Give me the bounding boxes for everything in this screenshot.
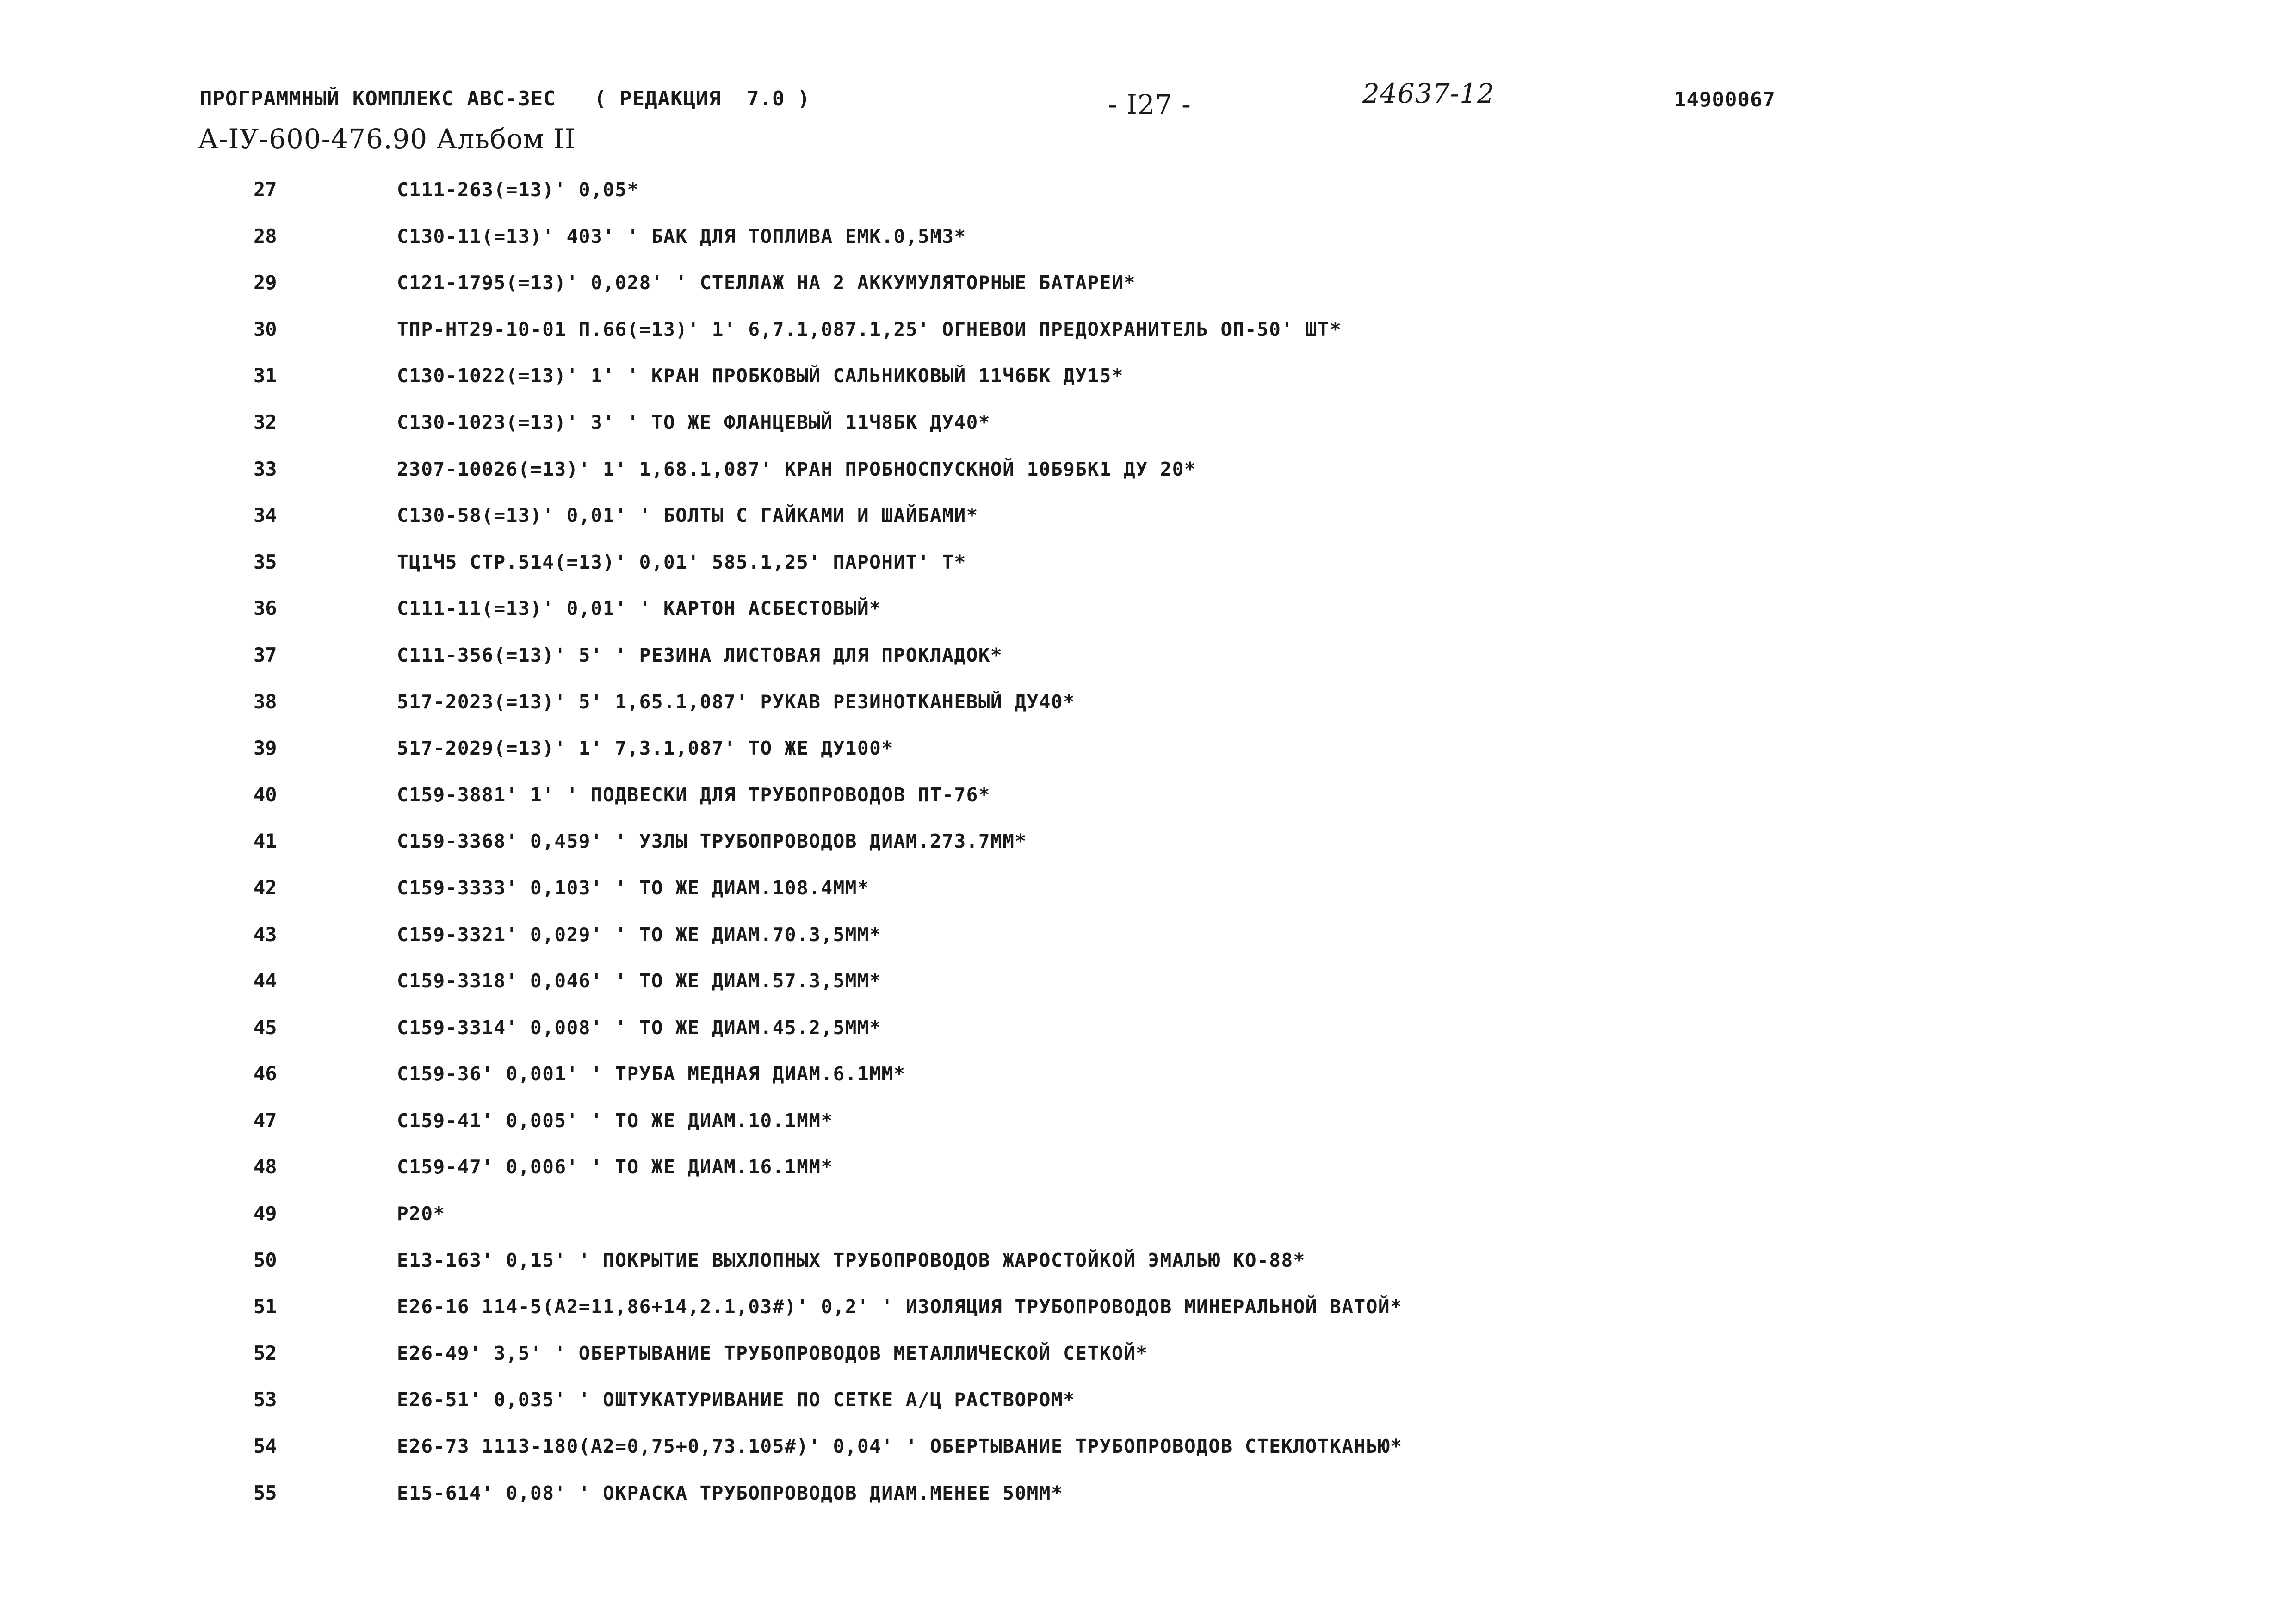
album-title: А-IУ-600-476.90 Альбом II [198,123,576,155]
program-header: ПРОГРАММНЫЙ КОМПЛЕКС АВС-3ЕС ( РЕДАКЦИЯ 7.0 ) [200,87,811,111]
line-number: 39 [254,737,277,760]
line-text: С130-11(=13)' 403' ' БАК ДЛЯ ТОПЛИВА ЕМК.0,5М3* [397,225,966,248]
line-text: Е26-49' 3,5' ' ОБЕРТЫВАНИЕ ТРУБОПРОВОДОВ МЕТАЛЛИЧЕСКОЙ СЕТКОЙ* [397,1342,1148,1364]
line-number: 41 [254,830,277,853]
line-number: 45 [254,1016,277,1039]
line-text: С111-356(=13)' 5' ' РЕЗИНА ЛИСТОВАЯ ДЛЯ ПРОКЛАДОК* [397,644,1003,666]
list-item [0,270,2296,316]
list-item [0,1201,2296,1247]
line-text: Р20* [397,1203,446,1225]
line-number: 54 [254,1435,277,1458]
list-item [0,875,2296,922]
line-number: 28 [254,224,277,248]
line-text: С159-41' 0,005' ' ТО ЖЕ ДИАМ.10.1ММ* [397,1109,833,1132]
line-number: 51 [254,1295,277,1318]
list-item [0,456,2296,503]
line-number: 27 [254,178,277,201]
list-item [0,642,2296,689]
line-number: 43 [254,923,277,946]
line-text: С159-3318' 0,046' ' ТО ЖЕ ДИАМ.57.3,5ММ* [397,970,882,992]
list-item [0,363,2296,409]
list-item [0,735,2296,782]
line-text: С159-3368' 0,459' ' УЗЛЫ ТРУБОПРОВОДОВ ДИАМ.273.7ММ* [397,830,1027,853]
line-number: 50 [254,1248,277,1271]
line-text: С159-47' 0,006' ' ТО ЖЕ ДИАМ.16.1ММ* [397,1156,833,1178]
line-number: 52 [254,1341,277,1364]
line-number: 34 [254,504,277,527]
line-text: С159-36' 0,001' ' ТРУБА МЕДНАЯ ДИАМ.6.1ММ* [397,1063,906,1085]
list-item [0,223,2296,270]
line-text: ТПР-НТ29-10-01 П.66(=13)' 1' 6,7.1,087.1,25' ОГНЕВОИ ПРЕДОХРАНИТЕЛЬ ОП-50' ШТ* [397,318,1342,341]
line-number: 55 [254,1481,277,1504]
list-item [0,1015,2296,1061]
line-text: С111-11(=13)' 0,01' ' КАРТОН АСБЕСТОВЫЙ* [397,597,882,620]
list-item [0,502,2296,549]
line-number: 42 [254,876,277,899]
line-list [0,177,2296,1526]
list-item [0,177,2296,223]
line-number: 29 [254,271,277,294]
line-text: С159-3321' 0,029' ' ТО ЖЕ ДИАМ.70.3,5ММ* [397,923,882,946]
line-text: Е26-73 1113-180(А2=0,75+0,73.105#)' 0,04' ' ОБЕРТЫВАНИЕ ТРУБОПРОВОДОВ СТЕКЛОТКАНЬЮ* [397,1435,1403,1458]
list-item [0,1433,2296,1480]
line-text: ТЦ1Ч5 СТР.514(=13)' 0,01' 585.1,25' ПАРОНИТ' Т* [397,551,966,573]
line-number: 46 [254,1062,277,1085]
list-item [0,1108,2296,1154]
line-text: С121-1795(=13)' 0,028' ' СТЕЛЛАЖ НА 2 АККУМУЛЯТОРНЫЕ БАТАРЕИ* [397,272,1136,294]
handwritten-number: 24637-12 [1362,78,1495,109]
line-text: 2307-10026(=13)' 1' 1,68.1,087' КРАН ПРОБНОСПУСКНОЙ 10Б9БК1 ДУ 20* [397,458,1197,480]
list-item [0,1480,2296,1527]
list-item [0,549,2296,596]
line-number: 47 [254,1109,277,1132]
list-item [0,409,2296,456]
line-number: 44 [254,969,277,992]
line-text: Е13-163' 0,15' ' ПОКРЫТИЕ ВЫХЛОПНЫХ ТРУБОПРОВОДОВ ЖАРОСТОЙКОЙ ЭМАЛЬЮ КО-88* [397,1249,1306,1271]
list-item [0,782,2296,829]
line-number: 37 [254,643,277,666]
line-text: 517-2029(=13)' 1' 7,3.1,087' ТО ЖЕ ДУ100* [397,737,894,760]
line-text: С130-1023(=13)' 3' ' ТО ЖЕ ФЛАНЦЕВЫЙ 11Ч8БК ДУ40* [397,411,991,434]
line-number: 33 [254,457,277,480]
list-item [0,316,2296,363]
line-number: 48 [254,1155,277,1178]
line-text: Е15-614' 0,08' ' ОКРАСКА ТРУБОПРОВОДОВ ДИАМ.МЕНЕЕ 50ММ* [397,1481,1064,1504]
line-number: 32 [254,410,277,434]
list-item [0,1154,2296,1201]
line-number: 31 [254,364,277,387]
list-item [0,922,2296,968]
list-item [0,595,2296,642]
line-text: С159-3881' 1' ' ПОДВЕСКИ ДЛЯ ТРУБОПРОВОДОВ ПТ-76* [397,783,991,806]
line-number: 49 [254,1202,277,1225]
page-number: - I27 - [1108,89,1191,120]
line-text: С130-58(=13)' 0,01' ' БОЛТЫ С ГАЙКАМИ И ШАЙБАМИ* [397,504,978,527]
list-item [0,1061,2296,1108]
line-text: Е26-16 114-5(А2=11,86+14,2.1,03#)' 0,2' ' ИЗОЛЯЦИЯ ТРУБОПРОВОДОВ МИНЕРАЛЬНОЙ ВАТОЙ* [397,1295,1403,1318]
line-text: Е26-51' 0,035' ' ОШТУКАТУРИВАНИЕ ПО СЕТКЕ А/Ц РАСТВОРОМ* [397,1388,1076,1411]
line-text: С111-263(=13)' 0,05* [397,179,639,201]
line-number: 53 [254,1388,277,1411]
line-number: 38 [254,690,277,713]
list-item [0,1247,2296,1294]
list-item [0,968,2296,1015]
list-item [0,1340,2296,1387]
list-item [0,1294,2296,1340]
document-code: 14900067 [1674,88,1776,112]
list-item [0,1387,2296,1433]
line-text: С159-3314' 0,008' ' ТО ЖЕ ДИАМ.45.2,5ММ* [397,1016,882,1039]
line-number: 40 [254,783,277,806]
line-text: 517-2023(=13)' 5' 1,65.1,087' РУКАВ РЕЗИНОТКАНЕВЫЙ ДУ40* [397,690,1076,713]
line-text: С130-1022(=13)' 1' ' КРАН ПРОБКОВЫЙ САЛЬНИКОВЫЙ 11Ч6БК ДУ15* [397,365,1124,387]
line-text: С159-3333' 0,103' ' ТО ЖЕ ДИАМ.108.4ММ* [397,876,870,899]
line-number: 35 [254,550,277,573]
line-number: 30 [254,317,277,341]
list-item [0,828,2296,875]
line-number: 36 [254,597,277,620]
list-item [0,689,2296,736]
